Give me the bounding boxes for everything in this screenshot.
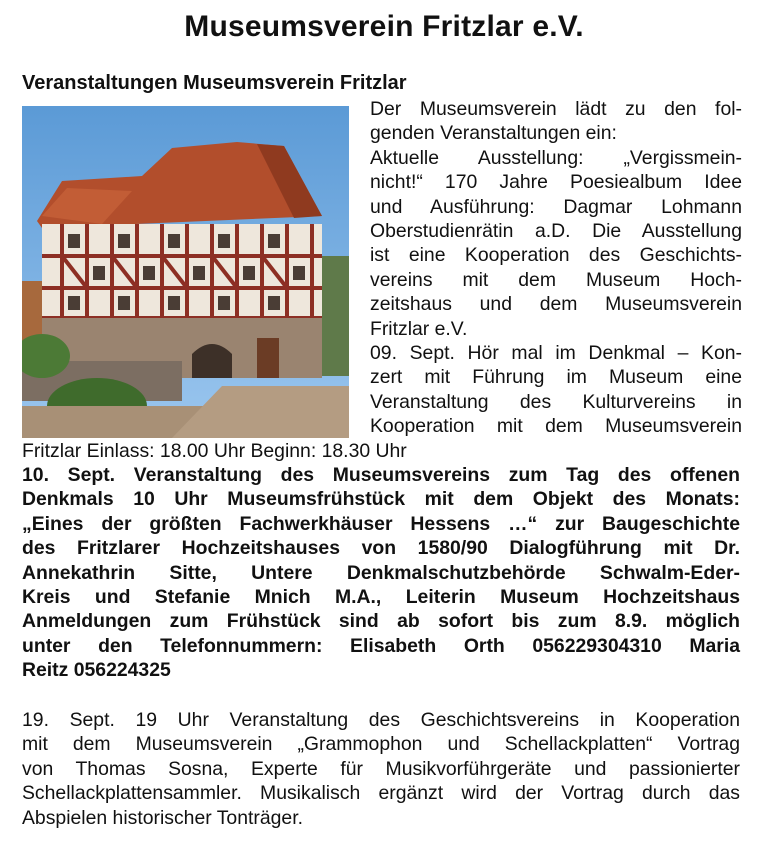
text-line: unter den Telefonnummern: Elisabeth Orth 056229304310 Maria [22, 634, 740, 657]
right-column-text [370, 97, 742, 439]
text-line: Fritzlar Einlass: 18.00 Uhr Beginn: 18.30 Uhr [22, 440, 407, 462]
text-line: Denkmals 10 Uhr Museumsfrühstück mit dem Objekt des Monats: [22, 488, 740, 511]
text-line: genden Veranstaltungen ein: [370, 122, 617, 145]
text-line: „Eines der größten Fachwerkhäuser Hessens …“ zur Baugeschichte [22, 512, 740, 535]
text-line: mit dem Museumsverein „Grammophon und Schellackplatten“ Vortrag [22, 733, 740, 756]
text-line: zert mit Führung im Museum eine [370, 366, 742, 389]
text-line: vereins mit dem Museum Hoch- [370, 268, 742, 291]
text-line: Schellackplattensammler. Musikalisch ergänzt wird der Vortrag durch das [22, 782, 740, 805]
text-line: ist eine Kooperation des Geschichts- [370, 244, 742, 267]
text-line: Reitz 056224325 [22, 659, 171, 682]
text-line: Aktuelle Ausstellung: „Vergissmein- [370, 146, 742, 169]
text-line: Fritzlar e.V. [370, 317, 468, 340]
text-line: Annekathrin Sitte, Untere Denkmalschutzbehörde Schwalm-Eder- [22, 561, 740, 584]
text-line: Oberstudienrätin a.D. Die Ausstellung [370, 220, 742, 243]
text-line: Kreis und Stefanie Mnich M.A., Leiterin Museum Hochzeitshaus [22, 586, 740, 609]
text-line: Abspielen historischer Tonträger. [22, 806, 303, 829]
text-line: nicht!“ 170 Jahre Poesiealbum Idee [370, 171, 742, 194]
text-line: des Fritzlarer Hochzeitshauses von 1580/90 Dialogführung mit Dr. [22, 537, 740, 560]
text-line: 09. Sept. Hör mal im Denkmal – Kon- [370, 342, 742, 365]
text-line: und Ausführung: Dagmar Lohmann [370, 195, 742, 218]
half-timbered-house-photo [22, 106, 349, 438]
text-line: Der Museumsverein lädt zu den fol- [370, 98, 742, 120]
text-line: 10. Sept. Veranstaltung des Museumsvereins zum Tag des offenen [22, 464, 740, 486]
text-line: Anmeldungen zum Frühstück sind ab sofort bis zum 8.9. möglich [22, 610, 740, 633]
event-paragraph-2 [22, 463, 740, 683]
page-title: Museumsverein Fritzlar e.V. [184, 10, 584, 43]
section-heading: Veranstaltungen Museumsverein Fritzlar [22, 72, 407, 94]
text-line: Kooperation mit dem Museumsverein [370, 415, 742, 438]
half-timbered-house-icon [22, 106, 349, 438]
text-line: 19. Sept. 19 Uhr Veranstaltung des Geschichtsvereins in Kooperation [22, 709, 740, 731]
event-paragraph-1-continued [22, 439, 740, 463]
text-line: zeitshaus und dem Museumsverein [370, 293, 742, 316]
event-paragraph-3 [22, 708, 740, 830]
text-line: Veranstaltung des Kulturvereins in [370, 390, 742, 413]
text-line: von Thomas Sosna, Experte für Musikvorführgeräte und passionierter [22, 757, 740, 780]
